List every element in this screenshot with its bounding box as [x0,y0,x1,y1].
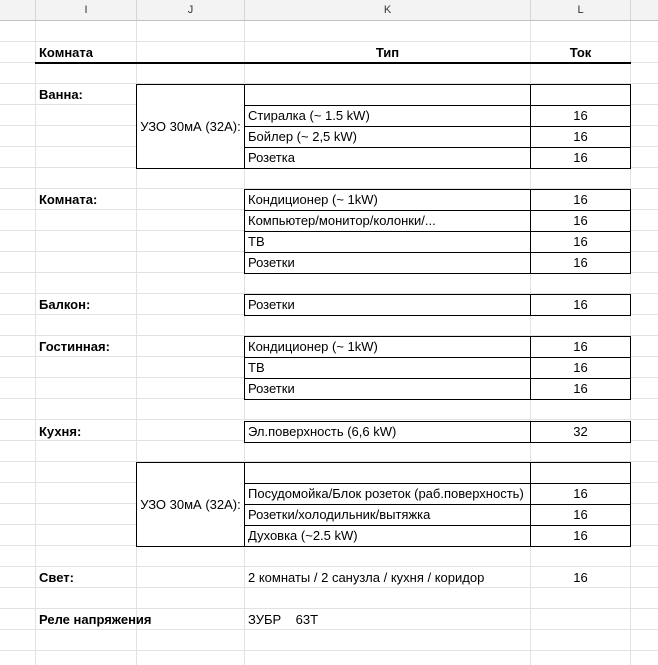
table-row-type[interactable]: Розетки [248,255,295,270]
column-header-l[interactable]: L [531,0,631,21]
table-row-current[interactable]: 16 [573,507,588,522]
table-row-type[interactable]: Розетки/холодильник/вытяжка [248,507,431,522]
table-row-type[interactable]: Розетки [248,297,295,312]
gridline [0,650,658,651]
table-row-current[interactable]: 16 [573,150,588,165]
rcd-label-bath: УЗО 30мА (32А): [140,119,241,134]
column-header-k[interactable]: K [245,0,531,21]
rcd-label-kitchen: УЗО 30мА (32А): [140,497,241,512]
table-row-type[interactable]: ТВ [248,360,265,375]
table-row-current[interactable]: 32 [573,424,588,439]
table-row-type[interactable]: ТВ [248,234,265,249]
header-room: Комната [39,45,93,60]
section-label-kitchen: Кухня: [39,424,82,439]
table-row-current[interactable]: 16 [573,360,588,375]
table-row-type[interactable]: Духовка (~2.5 kW) [248,528,358,543]
column-header-j[interactable]: J [137,0,245,21]
table-row-type[interactable]: Компьютер/монитор/колонки/... [248,213,436,228]
table-row-current[interactable]: 16 [573,297,588,312]
section-label-room: Комната: [39,192,98,207]
table-row-type[interactable]: Розетка [248,150,295,165]
table-row-current[interactable]: 16 [573,213,588,228]
relay-value[interactable]: ЗУБР 63Т [248,612,319,627]
table-row-current[interactable]: 16 [573,339,588,354]
gridline [0,419,658,420]
column-header-i[interactable]: I [36,0,137,21]
section-label-living: Гостинная: [39,339,110,354]
table-row-type[interactable]: Эл.поверхность (6,6 kW) [248,424,397,439]
column-header-m[interactable] [631,0,658,21]
section-label-relay: Реле напряжения [39,612,152,627]
section-label-balcony: Балкон: [39,297,91,312]
table-row-type[interactable]: Кондиционер (~ 1kW) [248,339,378,354]
table-row-current[interactable]: 16 [573,234,588,249]
section-label-bath: Ванна: [39,87,83,102]
table-row-current[interactable]: 16 [573,381,588,396]
header-type: Тип [375,45,400,60]
column-header-blank[interactable] [0,0,36,21]
table-row-type[interactable]: Бойлер (~ 2,5 kW) [248,129,357,144]
header-underline [35,62,631,64]
light-type[interactable]: 2 комнаты / 2 санузла / кухня / коридор [248,570,485,585]
table-row-current[interactable]: 16 [573,486,588,501]
table-row-type[interactable]: Стиралка (~ 1.5 kW) [248,108,370,123]
table-row-current[interactable]: 16 [573,108,588,123]
table-row-type[interactable]: Розетки [248,381,295,396]
header-current: Ток [569,45,592,60]
light-current[interactable]: 16 [573,570,588,585]
table-row-current[interactable]: 16 [573,129,588,144]
table-row-type[interactable]: Посудомойка/Блок розеток (раб.поверхность) [248,486,524,501]
table-row-type[interactable]: Кондиционер (~ 1kW) [248,192,378,207]
table-row-current[interactable]: 16 [573,255,588,270]
section-label-light: Свет: [39,570,74,585]
table-row-current[interactable]: 16 [573,192,588,207]
table-row-current[interactable]: 16 [573,528,588,543]
